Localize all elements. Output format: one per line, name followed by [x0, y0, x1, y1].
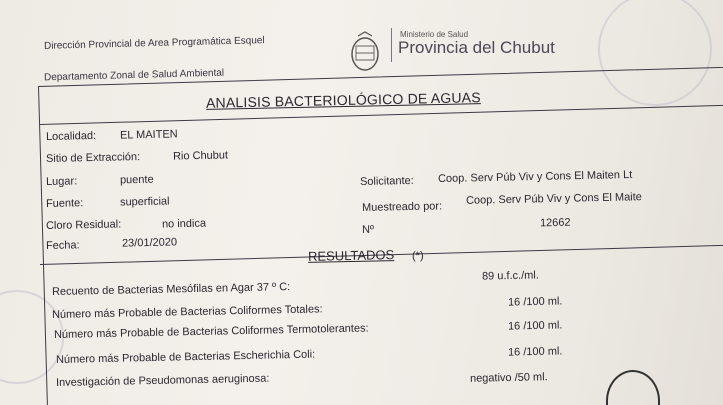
result-value-pseudomonas: negativo /50 ml.	[469, 371, 548, 385]
province-name: Provincia del Chubut	[398, 38, 555, 57]
result-label-termotolerantes: Número más Probable de Bacterias Coliformes Termotolerantes:	[53, 322, 369, 341]
header-direction: Dirección Provincial de Area Programática Esquel	[43, 35, 265, 52]
numero-value: 12662	[539, 216, 571, 230]
result-value-termotolerantes: 16 /100 ml.	[507, 319, 563, 333]
fecha-value: 23/01/2020	[121, 236, 178, 250]
lugar-value: puente	[119, 173, 154, 187]
fuente-value: superficial	[119, 195, 170, 209]
solicitante-value: Coop. Serv Púb Viv y Cons El Maiten Lt	[437, 168, 633, 186]
result-label-coliformes-totales: Número más Probable de Bacterias Coliformes Totales:	[51, 303, 323, 321]
result-label-escherichia: Número más Probable de Bacterias Escherichia Coli:	[55, 348, 316, 366]
localidad-value: EL MAITEN	[119, 128, 178, 142]
result-value-coliformes-totales: 16 /100 ml.	[507, 295, 563, 309]
header-department: Departamento Zonal de Salud Ambiental	[43, 67, 225, 84]
muestreado-value: Coop. Serv Púb Viv y Cons El Maite	[465, 191, 642, 207]
lugar-label: Lugar:	[45, 175, 78, 188]
results-title: RESULTADOS	[307, 247, 395, 264]
results-note: (*)	[412, 250, 424, 262]
result-label-pseudomonas: Investigación de Pseudomonas aeruginosa:	[55, 372, 270, 389]
muestreado-label: Muestreado por:	[361, 200, 443, 214]
cloro-value: no indica	[161, 217, 207, 231]
fuente-label: Fuente:	[45, 197, 84, 210]
fecha-label: Fecha:	[45, 239, 80, 252]
numero-label: Nº	[361, 223, 375, 236]
result-label-mesofilas: Recuento de Bacterias Mesófilas en Agar 37 º C:	[51, 281, 291, 298]
localidad-label: Localidad:	[45, 129, 97, 143]
sitio-label: Sitio de Extracción:	[45, 151, 141, 165]
document-title: ANALISIS BACTERIOLÓGICO DE AGUAS	[205, 89, 481, 111]
ministry-label: Ministerio de Salud	[400, 30, 469, 39]
result-value-mesofilas: 89 u.f.c./ml.	[481, 269, 539, 283]
result-value-escherichia: 16 /100 ml.	[507, 345, 563, 359]
header-divider	[391, 28, 392, 62]
province-crest-icon	[348, 30, 382, 74]
sitio-value: Rio Chubut	[172, 149, 229, 163]
cloro-label: Cloro Residual:	[45, 218, 122, 232]
solicitante-label: Solicitante:	[359, 174, 414, 188]
